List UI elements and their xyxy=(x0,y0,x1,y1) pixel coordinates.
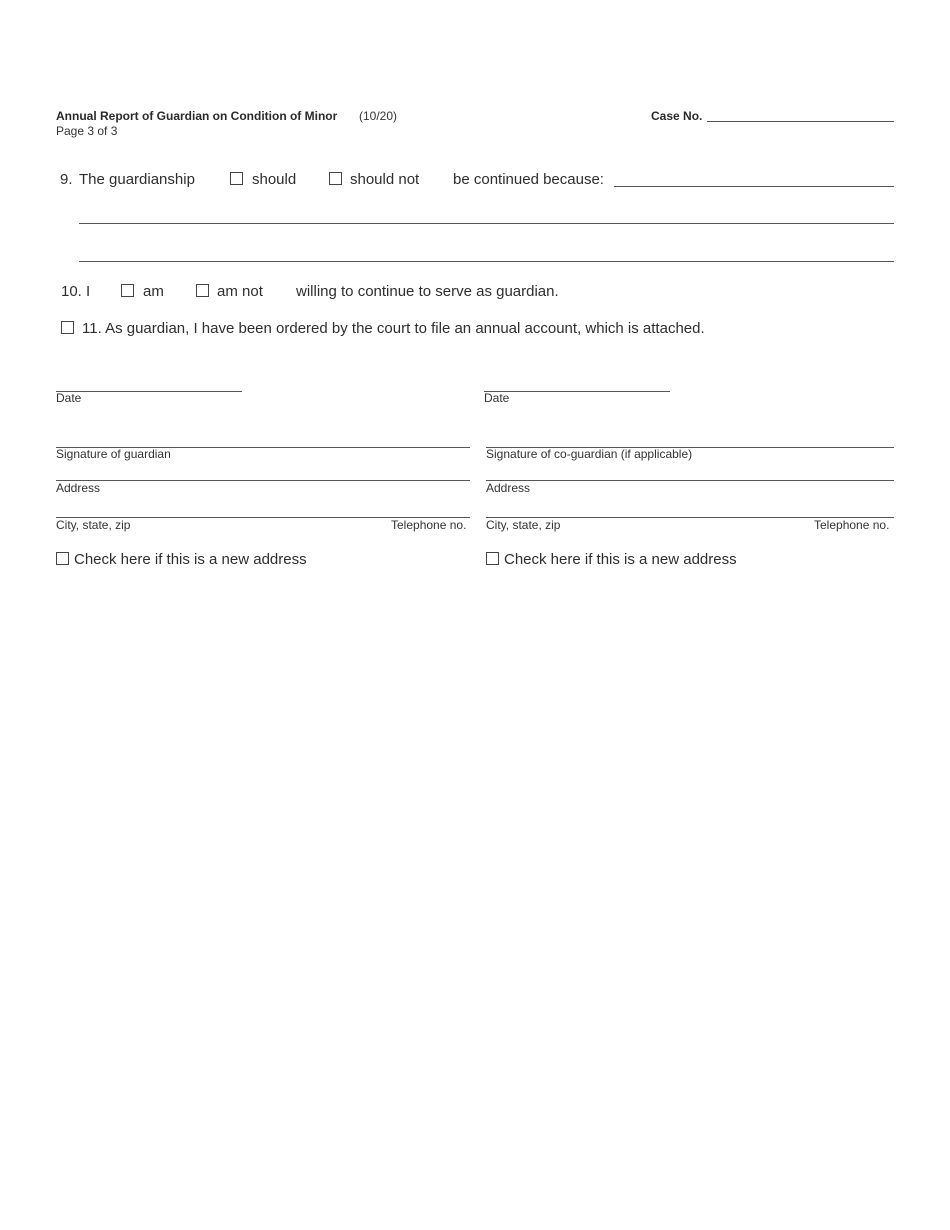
guardian-signature-label: Signature of guardian xyxy=(56,447,171,461)
item9-trail: be continued because: xyxy=(453,171,604,188)
coguardian-phone-label: Telephone no. xyxy=(814,518,890,532)
item9-number: 9. xyxy=(60,171,73,188)
case-no-field[interactable] xyxy=(707,121,894,122)
guardian-date-label: Date xyxy=(56,391,82,405)
guardian-city-label: City, state, zip xyxy=(56,518,131,532)
coguardian-address-line[interactable] xyxy=(486,480,894,481)
am-not-checkbox[interactable] xyxy=(196,284,209,297)
coguardian-city-label: City, state, zip xyxy=(486,518,561,532)
annual-account-checkbox[interactable] xyxy=(61,321,74,334)
form-revision: (10/20) xyxy=(359,109,398,123)
coguardian-address-label: Address xyxy=(486,481,531,495)
coguardian-date-label: Date xyxy=(484,391,510,405)
should-not-checkbox[interactable] xyxy=(329,172,342,185)
guardian-date-line[interactable] xyxy=(56,391,242,392)
guardian-address-line[interactable] xyxy=(56,480,470,481)
should-checkbox[interactable] xyxy=(230,172,243,185)
page-number: Page 3 of 3 xyxy=(56,124,118,138)
reason-line-1[interactable] xyxy=(614,186,894,187)
reason-line-3[interactable] xyxy=(79,261,894,262)
am-checkbox[interactable] xyxy=(121,284,134,297)
coguardian-new-address-label: Check here if this is a new address xyxy=(504,551,737,568)
item11-text: 11. As guardian, I have been ordered by the court to file an annual account, which is attached. xyxy=(82,320,705,337)
item10-number: 10. I xyxy=(61,283,91,300)
guardian-phone-label: Telephone no. xyxy=(391,518,467,532)
coguardian-new-address-checkbox[interactable] xyxy=(486,552,499,565)
should-not-label: should not xyxy=(350,171,420,188)
am-not-label: am not xyxy=(217,283,263,300)
reason-line-2[interactable] xyxy=(79,223,894,224)
coguardian-signature-label: Signature of co-guardian (if applicable) xyxy=(486,447,693,461)
should-label: should xyxy=(252,171,297,188)
item10-trail: willing to continue to serve as guardian. xyxy=(296,283,559,300)
coguardian-date-line[interactable] xyxy=(484,391,670,392)
form-title: Annual Report of Guardian on Condition of Minor xyxy=(56,109,338,123)
guardian-address-label: Address xyxy=(56,481,101,495)
item9-lead: The guardianship xyxy=(79,171,195,188)
guardian-new-address-checkbox[interactable] xyxy=(56,552,69,565)
case-no-label: Case No. xyxy=(651,109,703,123)
guardian-new-address-label: Check here if this is a new address xyxy=(74,551,307,568)
am-label: am xyxy=(143,283,164,300)
